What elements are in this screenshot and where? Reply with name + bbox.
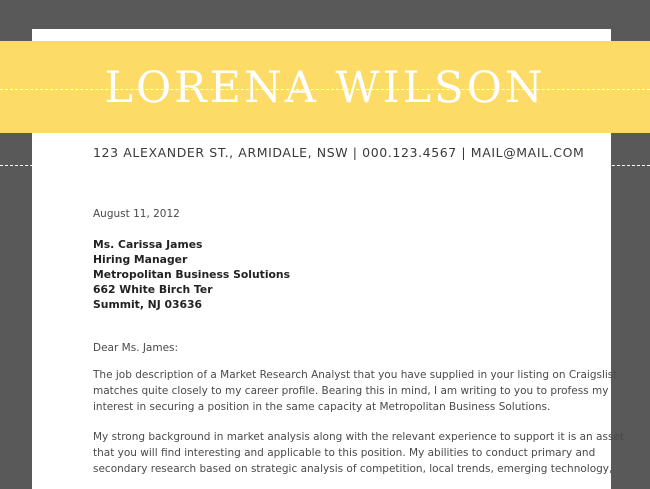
letter-date: August 11, 2012 [93,208,180,220]
recipient-name: Ms. Carissa James [93,238,203,251]
applicant-name: LORENA WILSON [104,63,546,113]
recipient-company: Metropolitan Business Solutions [93,268,291,281]
paragraph-2 [93,429,624,477]
recipient-street: 662 White Birch Ter [93,283,213,296]
paragraph-line: that you will find interesting and applicable to this position. My abilities to conduct primary and [93,447,596,459]
paragraph-line: The job description of a Market Research Analyst that you have supplied in your listing on Craigslist [93,369,618,381]
salutation: Dear Ms. James: [93,342,179,354]
paragraph-line: interest in securing a position in the same capacity at Metropolitan Business Solutions. [93,401,551,413]
paragraph-line: secondary research based on strategic analysis of competition, local trends, emerging technology, [93,463,613,475]
recipient-address [93,237,290,312]
paragraph-1 [93,367,617,415]
banner-stitch-bottom [0,165,650,166]
recipient-title: Hiring Manager [93,253,188,266]
paragraph-line: My strong background in market analysis along with the relevant experience to support it is an asset [93,431,625,443]
paragraph-line: matches quite closely to my career profile. Bearing this in mind, I am writing to you to profess my [93,385,609,397]
recipient-city: Summit, NJ 03636 [93,298,203,311]
contact-line: 123 ALEXANDER ST., ARMIDALE, NSW | 000.123.4567 | MAIL@MAIL.COM [93,145,585,160]
